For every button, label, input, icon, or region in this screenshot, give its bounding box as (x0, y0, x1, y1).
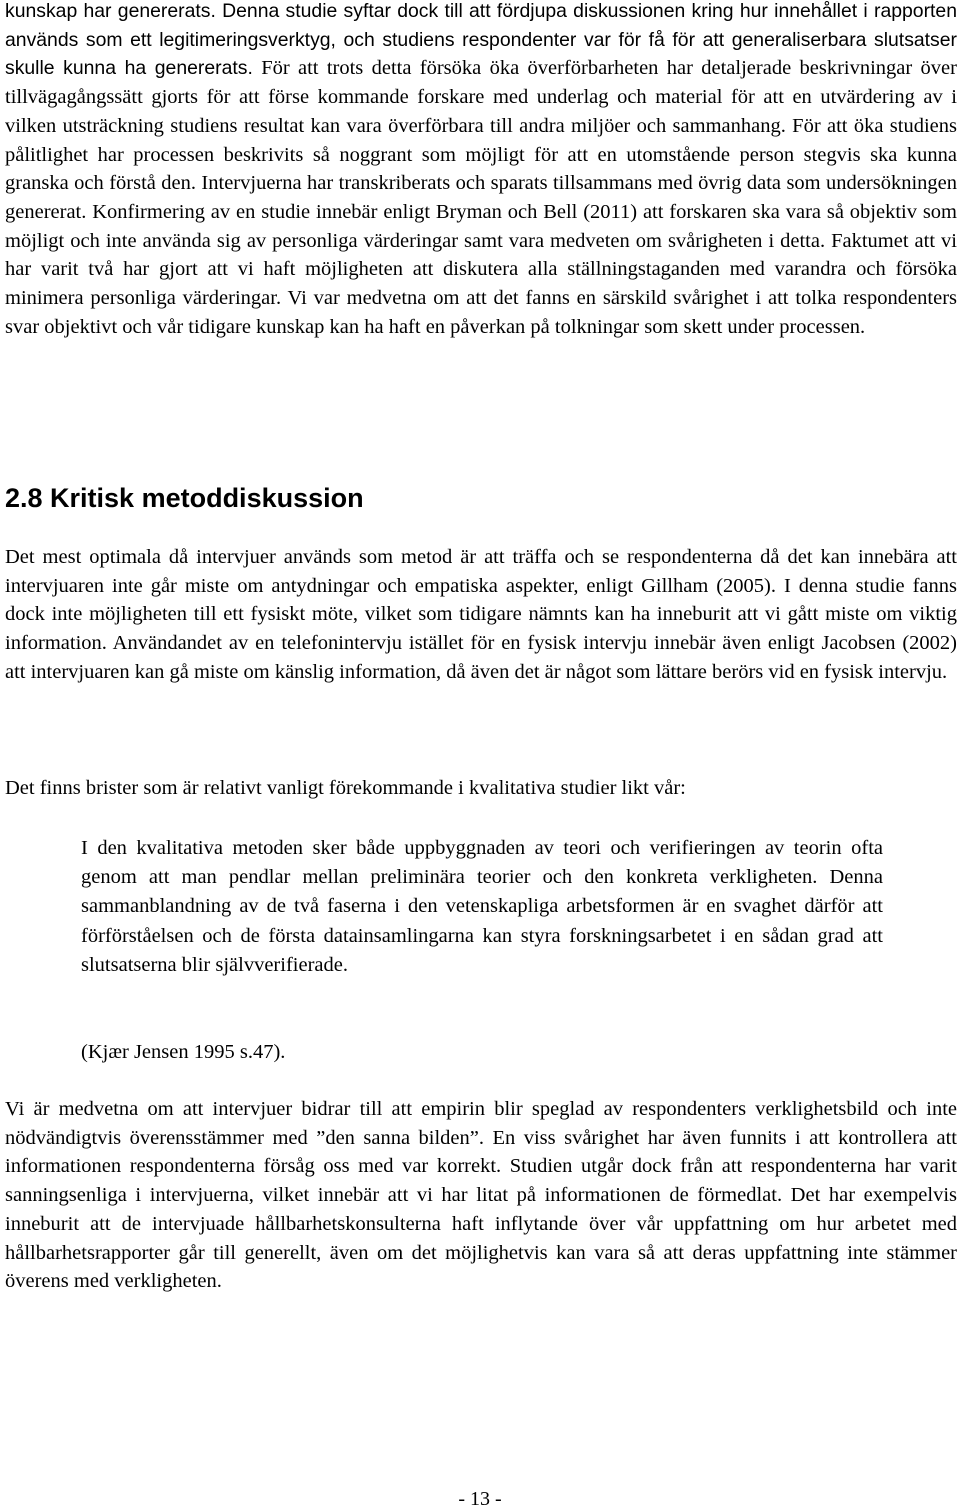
quote-citation: (Kjær Jensen 1995 s.47). (81, 1041, 286, 1063)
paragraph-critical-method-2: Det finns brister som är relativt vanligt förekommande i kvalitativa studier likt vår: (5, 777, 686, 799)
paragraph-critical-method-3: Vi är medvetna om att intervjuer bidrar till att empirin blir speglad av respondenters verklighetsbild och inte nödvändigtvis överensstämmer med ”den sanna bilden”. En viss svårighet har även funnits i att kontrollera att informationen respondenterna försåg oss med var korrekt. Studien utgår dock från att respondenterna har varit sanningsenliga i intervjuerna, vilket innebär att vi har litat på informationen de förmedlat. Det har exempelvis inneburit att de intervjuade hållbarhetskonsulterna haft inflytande över vår uppfattning om hur arbetet med hållbarhetsrapporter går till generellt, även om det möjlighetvis kan vara så att deras uppfattning inte stämmer överens med verkligheten. (5, 1098, 957, 1293)
paragraph-critical-method-1: Det mest optimala då intervjuer används som metod är att träffa och se respondenterna då det kan innebära att intervjuaren inte går miste om antydningar och empatiska aspekter, enligt Gillham (2005). I denna studie fanns dock inte möjligheten till ett fysiskt möte, vilket som tidigare nämnts kan ha inneburit att vi gått miste om viktig information. Användandet av en telefonintervju istället för en fysisk intervju innebär även enligt Jacobsen (2002) att intervjuaren kan gå miste om känslig information, då även det är något som lättare berörs vid en fysisk intervju. (5, 546, 957, 683)
section-heading: 2.8 Kritisk metoddiskussion (5, 483, 364, 513)
top-paragraph (5, 0, 957, 341)
top-paragraph-sans-text: kunskap har genererats. Denna studie syftar dock till att fördjupa diskussionen kring hur innehållet i rapporten används som ett legitimeringsverktyg, och studiens respondenter var för få för att generaliserbara slutsatser skulle kunna ha genererats. (5, 0, 957, 80)
top-paragraph-serif-text: För att trots detta försöka öka överförbarheten har detaljerade beskrivningar över tillvägagångssätt gjorts för att förse kommande forskare med underlag och material för att en utvärdering av i vilken utsträckning studiens resultat kan vara överförbara till andra miljöer och sammanhang. För att öka studiens pålitlighet har processen beskrivits så noggrant som möjligt för att en utomstående person stegvis ska kunna granska och förstå den. Intervjuerna har transkriberats och sparats tillsammans med övrig data som undersökningen genererat. Konfirmering av en studie innebär enligt Bryman och Bell (2011) att forskaren ska vara så objektiv som möjligt och inte använda sig av personliga värderingar samt vara medveten om svårigheten i detta. Faktumet att vi har varit två har gjort att vi haft möjligheten att diskutera alla ställningstaganden med varandra och försöka minimera personliga värderingar. Vi var medvetna om att det fanns en särskild svårighet i att tolka respondenters svar objektivt och vår tidigare kunskap kan ha haft en påverkan på tolkningar som skett under processen. (5, 57, 957, 338)
block-quote: I den kvalitativa metoden sker både uppbyggnaden av teori och verifieringen av teorin ofta genom att man pendlar mellan preliminära teorier och den konkreta verkligheten. Denna sammanblandning av de två faserna i den vetenskapliga arbetsformen är en svaghet därför att förförståelsen och de första datainsamlingarna kan styra forskningsarbetet i en sådan grad att slutsatserna blir självverifierade. (81, 837, 883, 976)
page-number: - 13 - (458, 1488, 502, 1510)
